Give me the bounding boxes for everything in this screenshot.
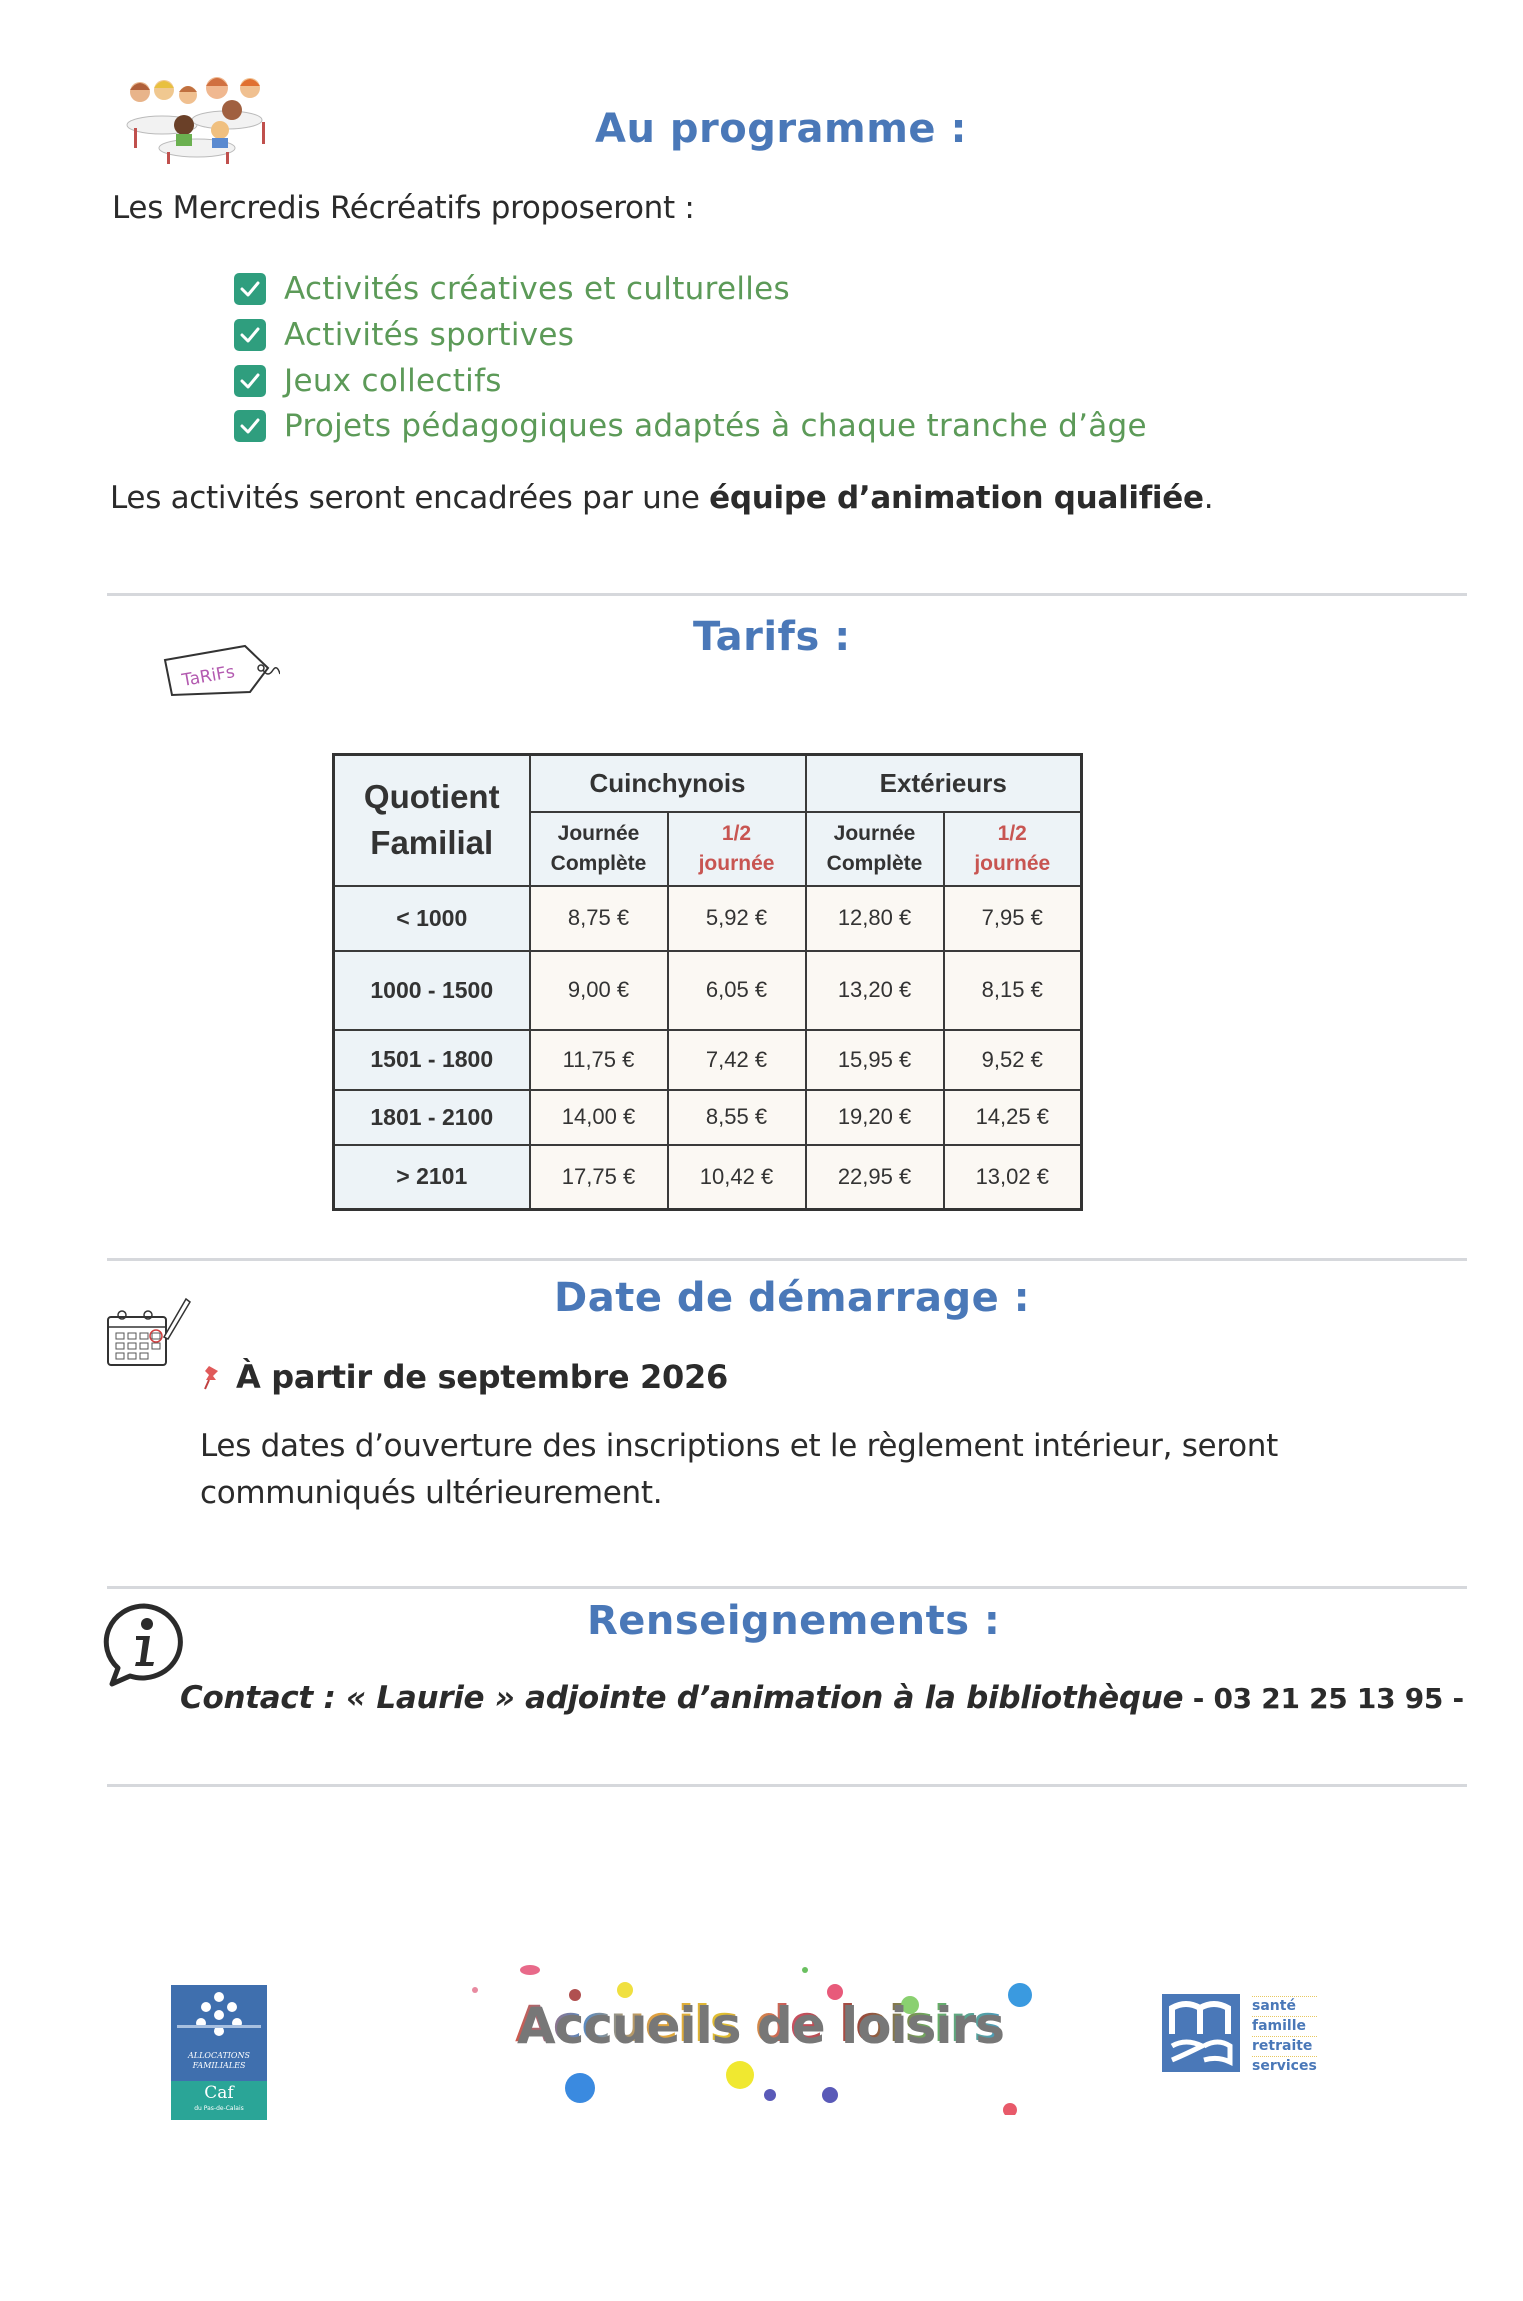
qf-range: < 1000: [334, 886, 530, 951]
demarrage-heading: Date de démarrage :: [554, 1275, 1031, 1321]
demarrage-note-line2: communiqués ultérieurement.: [200, 1475, 663, 1511]
section-divider: [107, 1258, 1467, 1261]
group-header-cuinchynois: Cuinchynois: [530, 755, 806, 812]
table-row: [334, 1030, 1082, 1090]
subheader-line2: Complète: [826, 851, 923, 875]
section-divider: [107, 593, 1467, 596]
price-cell: 9,00 €: [530, 951, 668, 1030]
price-cell: 9,52 €: [944, 1030, 1082, 1090]
subheader-line2: journée: [698, 851, 775, 875]
programme-item: [234, 317, 574, 353]
price-cell: 7,95 €: [944, 886, 1082, 951]
supervision-suffix: .: [1203, 480, 1214, 516]
corner-line2: Familial: [370, 824, 494, 862]
supervision-prefix: Les activités seront encadrées par une: [110, 480, 710, 516]
table-row: [334, 1145, 1082, 1210]
subheader-half-day: [944, 812, 1082, 886]
msa-logo: [1162, 1994, 1332, 2074]
supervision-bold: équipe d’animation qualifiée: [709, 480, 1204, 516]
price-cell: 6,05 €: [668, 951, 806, 1030]
caf-name: Caf: [204, 2083, 234, 2103]
caf-logo: [171, 1985, 267, 2120]
programme-intro: Les Mercredis Récréatifs proposeront :: [112, 190, 695, 226]
table-row: [334, 951, 1082, 1030]
tag-label: TaRiFs: [180, 662, 237, 691]
programme-item-label: Projets pédagogiques adaptés à chaque tranche d’âge: [284, 408, 1147, 444]
start-date: À partir de septembre 2026: [236, 1358, 728, 1396]
price-cell: 13,02 €: [944, 1145, 1082, 1210]
price-cell: 8,75 €: [530, 886, 668, 951]
accueils-de-loisirs-logo: [455, 1950, 1035, 2115]
price-cell: 19,20 €: [806, 1090, 944, 1145]
caf-region: du Pas-de-Calais: [194, 2105, 244, 2112]
programme-item: [234, 408, 1147, 444]
price-cell: 15,95 €: [806, 1030, 944, 1090]
programme-item-label: Jeux collectifs: [284, 363, 502, 399]
section-divider: [107, 1586, 1467, 1589]
checkbox-checked-icon: [234, 365, 266, 397]
qf-range: > 2101: [334, 1145, 530, 1210]
msa-mark: [1162, 1994, 1240, 2072]
accueils-title: Accueils de loisirs: [515, 1995, 1002, 2053]
qf-range: 1000 - 1500: [334, 951, 530, 1030]
caf-line2: FAMILIALES: [192, 2061, 246, 2070]
price-cell: 14,00 €: [530, 1090, 668, 1145]
price-cell: 7,42 €: [668, 1030, 806, 1090]
subheader-line1: 1/2: [997, 821, 1027, 845]
msa-word: famille: [1252, 2016, 1317, 2036]
info-icon: [100, 1600, 188, 1688]
programme-item-label: Activités sportives: [284, 317, 575, 353]
price-cell: 5,92 €: [668, 886, 806, 951]
tarifs-heading: Tarifs :: [693, 614, 851, 660]
demarrage-note-line1: Les dates d’ouverture des inscriptions et le règlement intérieur, seront: [200, 1428, 1278, 1464]
checkbox-checked-icon: [234, 410, 266, 442]
subheader-line1: 1/2: [721, 821, 752, 845]
checkbox-checked-icon: [234, 273, 266, 305]
corner-header: [334, 755, 530, 886]
renseignements-heading: Renseignements :: [587, 1598, 1001, 1644]
group-header-exterieurs: Extérieurs: [806, 755, 1082, 812]
tarifs-table: [332, 753, 1083, 1211]
price-cell: 8,15 €: [944, 951, 1082, 1030]
programme-item: [234, 271, 790, 307]
programme-item: [234, 363, 502, 399]
corner-line1: Quotient: [363, 778, 500, 816]
subheader-line2: Complète: [550, 851, 647, 875]
subheader-full-day: [806, 812, 944, 886]
price-cell: 22,95 €: [806, 1145, 944, 1210]
subheader-line1: Journée: [557, 821, 640, 845]
subheader-half-day: [668, 812, 806, 886]
price-cell: 17,75 €: [530, 1145, 668, 1210]
qf-range: 1801 - 2100: [334, 1090, 530, 1145]
children-illustration: [122, 70, 272, 165]
subheader-full-day: [530, 812, 668, 886]
caf-people-icon: [171, 1987, 267, 2047]
contact-phone[interactable]: - 03 21 25 13 95 -: [1183, 1682, 1464, 1715]
price-cell: 11,75 €: [530, 1030, 668, 1090]
supervision-text: [110, 480, 1213, 516]
caf-line1: ALLOCATIONS: [188, 2051, 250, 2060]
qf-range: 1501 - 1800: [334, 1030, 530, 1090]
programme-item-label: Activités créatives et culturelles: [284, 271, 791, 307]
programme-heading: Au programme :: [595, 106, 967, 152]
msa-word: services: [1252, 2058, 1317, 2074]
price-tag-icon: [150, 640, 280, 700]
checkbox-checked-icon: [234, 319, 266, 351]
table-row: [334, 1090, 1082, 1145]
msa-word: santé: [1252, 1996, 1317, 2016]
subheader-line1: Journée: [833, 821, 916, 845]
calendar-icon: [104, 1295, 194, 1370]
section-divider: [107, 1784, 1467, 1787]
contact-line: [180, 1680, 1464, 1716]
price-cell: 14,25 €: [944, 1090, 1082, 1145]
table-row: [334, 886, 1082, 951]
price-cell: 8,55 €: [668, 1090, 806, 1145]
subheader-line2: journée: [974, 851, 1051, 875]
contact-person: Contact : « Laurie » adjointe d’animation à la bibliothèque: [180, 1680, 1184, 1716]
price-cell: 12,80 €: [806, 886, 944, 951]
pushpin-icon: [200, 1364, 220, 1390]
price-cell: 13,20 €: [806, 951, 944, 1030]
msa-word: retraite: [1252, 2036, 1317, 2056]
price-cell: 10,42 €: [668, 1145, 806, 1210]
